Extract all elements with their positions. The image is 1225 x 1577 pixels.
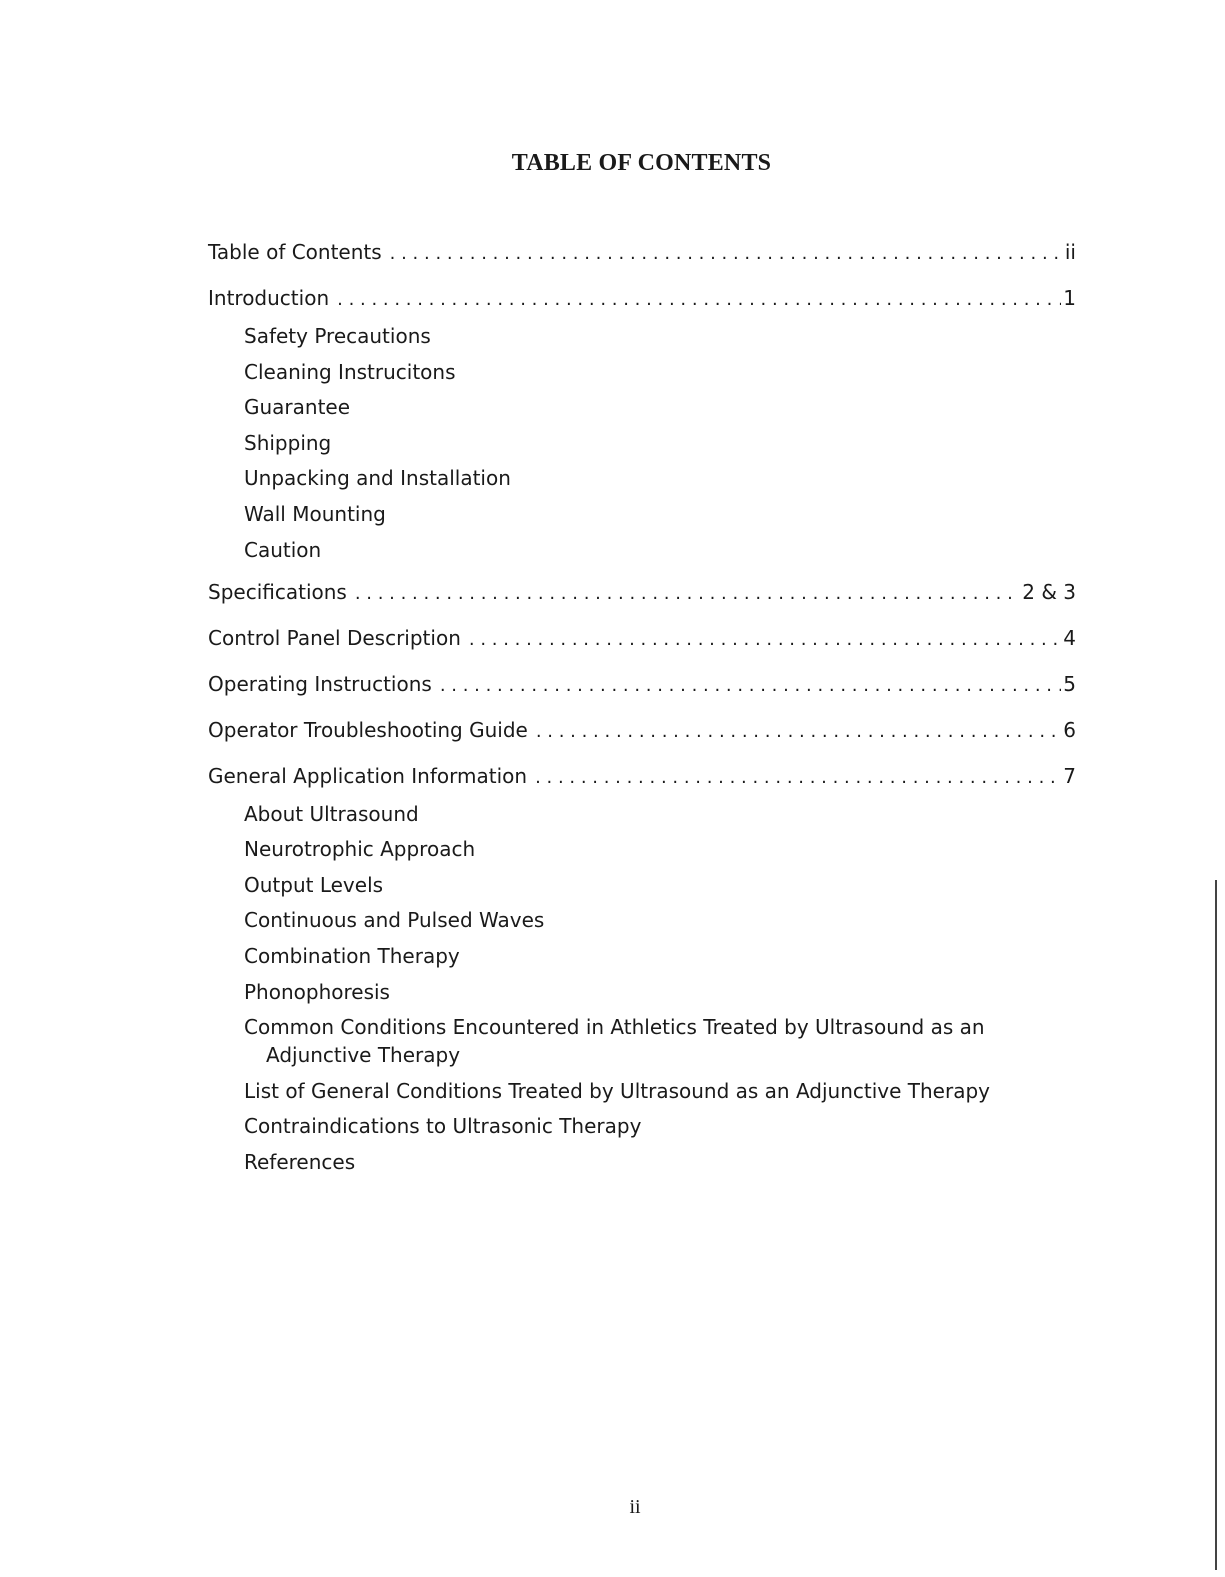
dot-leader (440, 672, 1061, 700)
toc-entry-general-application-information (208, 762, 1076, 792)
toc-sub-item: Phonophoresis (244, 979, 390, 1004)
toc-sub-item: List of General Conditions Treated by Ultrasound as an Adjunctive Therapy (244, 1078, 990, 1103)
toc-entry-specifications (208, 578, 1076, 608)
toc-entry-page: 5 (1063, 671, 1076, 696)
dot-leader (390, 240, 1063, 268)
toc-entry-page: 6 (1063, 717, 1076, 742)
toc-entry-operating-instructions (208, 670, 1076, 700)
toc-entry-page: 4 (1063, 625, 1076, 650)
toc-entry-label: General Application Information (208, 763, 528, 788)
toc-sub-item-wrapped (244, 1013, 1004, 1069)
toc-sub-item: About Ultrasound (244, 801, 419, 826)
dot-leader (355, 580, 1020, 608)
toc-entry-operator-troubleshooting-guide (208, 716, 1076, 746)
scan-edge-line (1215, 880, 1217, 1570)
toc-sub-item: Cleaning Instrucitons (244, 359, 456, 384)
general-application-sub-list (244, 800, 1076, 1176)
introduction-sub-list (244, 322, 1076, 564)
toc-sub-item-line2: Adjunctive Therapy (266, 1043, 461, 1068)
toc-entry-introduction (208, 284, 1076, 314)
dot-leader (535, 764, 1061, 792)
toc-entry-label: Control Panel Description (208, 625, 461, 650)
toc-entry-page: 2 & 3 (1022, 579, 1076, 604)
dot-leader (469, 626, 1061, 654)
toc-entry-label: Specifications (208, 579, 347, 604)
toc-sub-item: Contraindications to Ultrasonic Therapy (244, 1114, 642, 1139)
toc-entry-label: Operator Troubleshooting Guide (208, 717, 528, 742)
toc-entry-control-panel-description (208, 624, 1076, 654)
toc-sub-item: Combination Therapy (244, 943, 460, 968)
toc-sub-item: Caution (244, 537, 322, 562)
toc-sub-item: Unpacking and Installation (244, 466, 511, 491)
table-of-contents (208, 238, 1076, 1190)
toc-entry-label: Introduction (208, 286, 330, 310)
toc-sub-item: Wall Mounting (244, 501, 386, 526)
toc-sub-item: Neurotrophic Approach (244, 837, 476, 862)
toc-entry-label: Table of Contents (208, 240, 382, 264)
toc-sub-item: Continuous and Pulsed Waves (244, 908, 545, 933)
toc-sub-item-line1: Common Conditions Encountered in Athletics Treated by Ultrasound as an (244, 1015, 985, 1040)
dot-leader (536, 718, 1061, 746)
toc-entry-page: ii (1064, 240, 1076, 264)
dot-leader (337, 286, 1061, 314)
toc-sub-item: Shipping (244, 430, 332, 455)
toc-sub-item: Output Levels (244, 872, 384, 897)
toc-entry-page: 7 (1063, 763, 1076, 788)
toc-entry-label: Operating Instructions (208, 671, 432, 696)
toc-entry-table-of-contents (208, 238, 1076, 268)
toc-sub-item: References (244, 1149, 356, 1174)
toc-sub-item: Safety Precautions (244, 324, 431, 348)
page-title: TABLE OF CONTENTS (511, 150, 772, 176)
toc-sub-item: Guarantee (244, 395, 351, 420)
toc-entry-page: 1 (1063, 286, 1076, 310)
page-number: ii (629, 1496, 641, 1518)
